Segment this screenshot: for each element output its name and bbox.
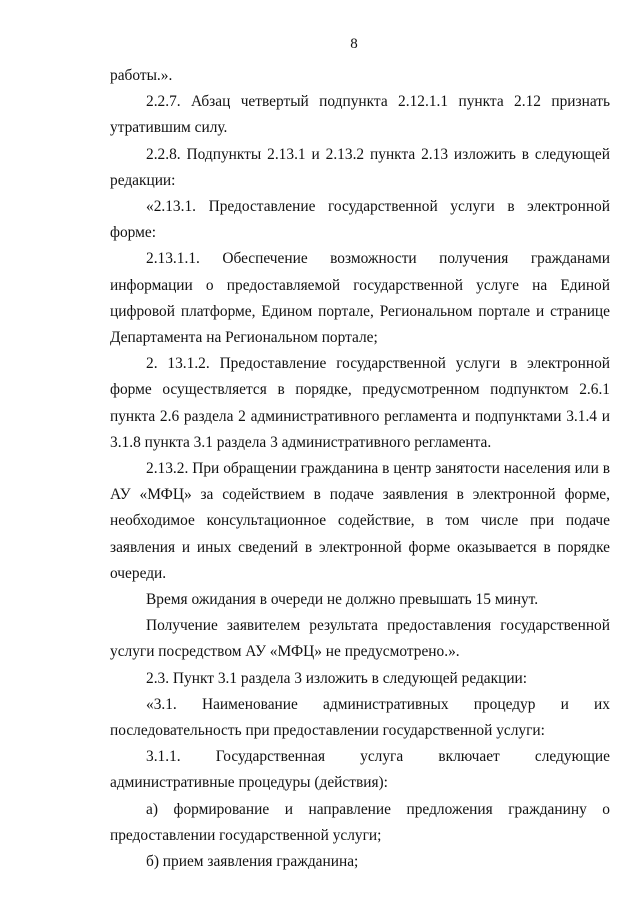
paragraph-3-1-1: 3.1.1. Государственная услуга включает следующие административные процедуры (действия):: [110, 748, 610, 792]
page-number: 8: [350, 36, 358, 52]
paragraph-2-13-1-1: 2.13.1.1. Обеспечение возможности получения гражданами информации о предоставляемой государственной услуге на Единой цифровой платформе, Едином портале, Региональном портале и странице Департамента на Региональном портале;: [110, 250, 610, 347]
paragraph-3-1: «3.1. Наименование административных процедур и их последовательность при предоставлении государственной услуги:: [110, 695, 610, 740]
paragraph-waiting-time: Время ожидания в очереди не должно превышать 15 минут.: [146, 591, 539, 609]
paragraph-2-13-2: 2.13.2. При обращении гражданина в центр занятости населения или в АУ «МФЦ» за содействием в подаче заявления в электронной форме, необходимое консультационное содействие, в том числе при подаче заявления и иных сведений в электронной форме оказывается в порядке очереди.: [110, 460, 610, 582]
paragraph-result-receipt: Получение заявителем результата предоставления государственной услуги посредством АУ «МФЦ» не предусмотрено.».: [110, 617, 610, 661]
document-body: [110, 63, 610, 875]
paragraph-2-2-7: 2.2.7. Абзац четвертый подпункта 2.12.1.1 пункта 2.12 признать утратившим силу.: [110, 93, 610, 137]
paragraph-2-13-1-2: 2. 13.1.2. Предоставление государственной услуги в электронной форме осуществляется в порядке, предусмотренном подпунктом 2.6.1 пункта 2.6 раздела 2 административного регламента и подпунктами 3.1.4 и 3.1.8 пункта 3.1 раздела 3 административного регламента.: [110, 355, 610, 451]
paragraph-2-13-1: «2.13.1. Предоставление государственной услуги в электронной форме:: [110, 198, 610, 242]
list-item-b: б) прием заявления гражданина;: [146, 853, 359, 871]
paragraph-2-3: 2.3. Пункт 3.1 раздела 3 изложить в следующей редакции:: [146, 669, 528, 687]
paragraph-2-2-8: 2.2.8. Подпункты 2.13.1 и 2.13.2 пункта 2.13 изложить в следующей редакции:: [110, 145, 610, 189]
list-item-a: а) формирование и направление предложения гражданину о предоставлении государственной услуги;: [110, 800, 610, 844]
paragraph-continuation: работы.».: [110, 67, 173, 84]
